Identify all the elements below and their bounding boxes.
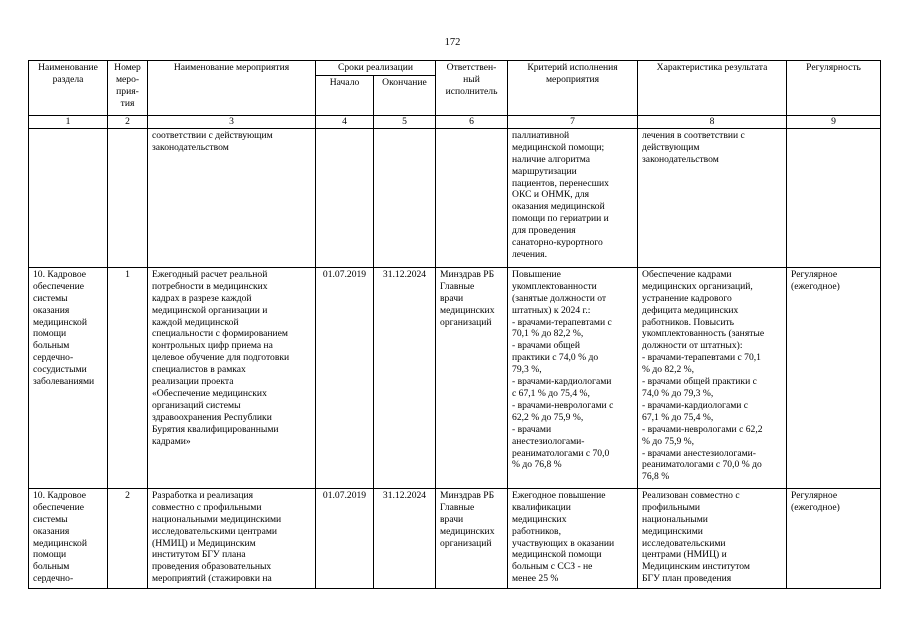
end-date-cell: 31.12.2024 [374, 267, 436, 488]
text-line: специальности с формированием [152, 328, 288, 340]
text-line: работников. Повысить [642, 316, 735, 328]
text-line: целевое обучение для подготовки [152, 352, 290, 364]
activity-cell [148, 128, 316, 267]
text-line: каждой медицинской [152, 316, 239, 328]
text-line: институтом БГУ плана [152, 549, 246, 561]
text-line: Реализован совместно с [642, 489, 740, 501]
regularity-cell [787, 267, 881, 488]
header-number [108, 61, 148, 116]
text-line: мероприятий (стажировки на [152, 573, 272, 585]
text-line: ный [463, 73, 480, 85]
text-line: системы [33, 513, 68, 525]
text-line: 67,1 % до 75,4 %, [642, 411, 714, 423]
text-line: профильными [642, 501, 701, 513]
regularity-cell [787, 128, 881, 267]
text-line: системы [33, 292, 68, 304]
text-line: для проведения [512, 225, 576, 237]
text-line: Регулярное [791, 489, 838, 501]
text-line: анестезиологами- [512, 435, 585, 447]
text-line: организаций системы [152, 399, 241, 411]
text-line: наличие алгоритма [512, 153, 591, 165]
text-line: участвующих в оказании [512, 537, 615, 549]
text-line: медицинской [33, 537, 87, 549]
text-line: мероприятия [545, 73, 600, 85]
text-line: медицинскими [642, 525, 703, 537]
text-line: меро- [115, 73, 140, 85]
column-number: 9 [787, 115, 881, 128]
text-line: кадрах в разрезе каждой [152, 292, 252, 304]
text-line: помощи [33, 328, 67, 340]
column-number: 1 [29, 115, 108, 128]
text-line: Минздрав РБ [440, 489, 495, 501]
text-line: Главные [440, 280, 475, 292]
start-date-cell: 01.07.2019 [316, 488, 374, 588]
text-line: центрами (НМИЦ) и [642, 549, 727, 561]
text-line: врачи [440, 292, 464, 304]
text-line: Характеристика результата [656, 62, 768, 73]
text-line: 10. Кадровое [33, 489, 87, 501]
text-line: сосудистыми [33, 364, 87, 376]
activity-cell [148, 267, 316, 488]
text-line: (ежегодное) [791, 280, 840, 292]
text-line: ОКС и ОНМК, для [512, 189, 590, 201]
text-line: оказания [33, 525, 70, 537]
text-line: 79,3 %, [512, 364, 542, 376]
column-number: 8 [638, 115, 787, 128]
text-line: национальными [642, 513, 708, 525]
text-line: Медицинским институтом [642, 561, 750, 573]
regularity-cell [787, 488, 881, 588]
text-line: Регулярное [791, 268, 838, 280]
text-line: квалификации [512, 501, 571, 513]
text-line: - врачами общей [512, 340, 580, 352]
text-line: устранение кадрового [642, 292, 732, 304]
column-number: 3 [148, 115, 316, 128]
end-date-cell: 31.12.2024 [374, 488, 436, 588]
text-line: здравоохранения Республики [152, 411, 272, 423]
section-cell [29, 267, 108, 488]
executor-cell [436, 488, 508, 588]
text-line: медицинской [33, 316, 87, 328]
text-line: Бурятия квалифицированными [152, 423, 279, 435]
text-line: Минздрав РБ [440, 268, 495, 280]
text-line: соответствии с действующим [152, 129, 273, 141]
text-line: медицинской помощи; [512, 141, 605, 153]
text-line: - врачами [512, 423, 552, 435]
text-line: должности от штатных): [642, 340, 743, 352]
result-cell [638, 267, 787, 488]
text-line: помощи по гериатрии и [512, 213, 609, 225]
text-line: % до 75,9 %, [642, 435, 695, 447]
text-line: Номер [114, 62, 141, 73]
text-line: - врачами-неврологами с 62,2 [642, 423, 763, 435]
header-regularity [787, 61, 881, 116]
text-line: Ответствен- [446, 62, 497, 73]
text-line: национальными медицинскими [152, 513, 282, 525]
text-line: (НМИЦ) и Медицинским [152, 537, 256, 549]
text-line: оказания [33, 304, 70, 316]
text-line: оказания медицинской [512, 201, 605, 213]
text-line: контрольных цифр приема на [152, 340, 273, 352]
text-line: практики с 74,0 % до [512, 352, 599, 364]
text-line: сердечно- [33, 573, 74, 585]
text-line: % до 82,2 %, [642, 364, 695, 376]
text-line: паллиативной [512, 129, 570, 141]
page-number: 172 [444, 37, 461, 48]
text-line: медицинских [512, 513, 567, 525]
text-line: тия [120, 97, 135, 109]
result-cell [638, 488, 787, 588]
text-line: сердечно- [33, 352, 74, 364]
text-line: с 67,1 % до 75,4 %, [512, 387, 590, 399]
text-line: больным с ССЗ - не [512, 561, 593, 573]
text-line: лечения. [512, 248, 547, 260]
start-date-cell: 01.07.2019 [316, 267, 374, 488]
text-line: % до 76,8 % [512, 459, 562, 471]
text-line: - врачами-терапевтами с [512, 316, 612, 328]
header-start: Начало [316, 75, 374, 115]
text-line: медицинских [440, 304, 495, 316]
column-numbers-row [29, 115, 881, 128]
text-line: исследовательскими центрами [152, 525, 278, 537]
text-line: совместно с профильными [152, 501, 262, 513]
text-line: работников, [512, 525, 561, 537]
table-row [29, 488, 881, 588]
text-line: Наименование [38, 62, 98, 73]
text-line: маршрутизации [512, 165, 577, 177]
text-line: исследовательскими [642, 537, 726, 549]
text-line: реаниматологами с 70,0 % до [642, 459, 762, 471]
criterion-cell [508, 488, 638, 588]
text-line: врачи [440, 513, 464, 525]
text-line: 62,2 % до 75,9 %, [512, 411, 584, 423]
text-line: помощи [33, 549, 67, 561]
text-line: Главные [440, 501, 475, 513]
text-line: дефицита медицинских [642, 304, 739, 316]
text-line: организаций [440, 316, 492, 328]
text-line: законодательством [642, 153, 719, 165]
column-number: 5 [374, 115, 436, 128]
text-line: 76,8 % [642, 471, 670, 483]
text-line: действующим [642, 141, 700, 153]
text-line: медицинской помощи [512, 549, 602, 561]
column-number: 4 [316, 115, 374, 128]
end-date-cell [374, 128, 436, 267]
text-line: - врачами анестезиологами- [642, 447, 756, 459]
activity-cell [148, 488, 316, 588]
header-activity [148, 61, 316, 116]
text-line: - врачами-кардиологами с [642, 399, 749, 411]
text-line: медицинских организаций, [642, 280, 753, 292]
text-line: (ежегодное) [791, 501, 840, 513]
text-line: 74,0 % до 79,3 %, [642, 387, 714, 399]
text-line: (занятые должности от [512, 292, 607, 304]
result-cell [638, 128, 787, 267]
text-line: медицинской организации и [152, 304, 268, 316]
text-line: заболеваниями [33, 376, 95, 388]
text-line: укомплектованности [512, 280, 597, 292]
number-cell [108, 128, 148, 267]
text-line: исполнитель [445, 85, 498, 97]
header-row-1 [29, 61, 881, 76]
text-line: Обеспечение кадрами [642, 268, 732, 280]
text-line: реализации проекта [152, 376, 234, 388]
criterion-cell [508, 267, 638, 488]
header-result [638, 61, 787, 116]
executor-cell [436, 128, 508, 267]
text-line: больным [33, 340, 70, 352]
header-section [29, 61, 108, 116]
number-cell: 2 [108, 488, 148, 588]
text-line: организаций [440, 537, 492, 549]
header-end: Окончание [374, 75, 436, 115]
section-cell [29, 488, 108, 588]
text-line: - врачами-кардиологами [512, 376, 612, 388]
text-line: - врачами-терапевтами с 70,1 [642, 352, 761, 364]
text-line: Критерий исполнения [527, 62, 618, 73]
executor-cell [436, 267, 508, 488]
number-cell: 1 [108, 267, 148, 488]
table-row [29, 267, 881, 488]
text-line: пациентов, перенесших [512, 177, 609, 189]
text-line: менее 25 % [512, 573, 559, 585]
start-date-cell [316, 128, 374, 267]
text-line: БГУ план проведения [642, 573, 732, 585]
text-line: Разработка и реализация [152, 489, 254, 501]
text-line: кадрами» [152, 435, 191, 447]
criterion-cell [508, 128, 638, 267]
header-terms: Сроки реализации [316, 61, 436, 76]
text-line: укомплектованность (занятые [642, 328, 765, 340]
text-line: Ежегодное повышение [512, 489, 606, 501]
text-line: проведения образовательных [152, 561, 272, 573]
text-line: потребности в медицинских [152, 280, 268, 292]
text-line: обеспечение [33, 280, 85, 292]
text-line: реаниматологами с 70,0 [512, 447, 610, 459]
text-line: специалистов в рамках [152, 364, 246, 376]
text-line: медицинских [440, 525, 495, 537]
text-line: прия- [116, 85, 139, 97]
text-line: законодательством [152, 141, 229, 153]
text-line: 70,1 % до 82,2 %, [512, 328, 584, 340]
text-line: лечения в соответствии с [642, 129, 745, 141]
text-line: штатных) к 2024 г.: [512, 304, 591, 316]
column-number: 7 [508, 115, 638, 128]
table-row-continued [29, 128, 881, 267]
header-criterion [508, 61, 638, 116]
text-line: «Обеспечение медицинских [152, 387, 267, 399]
column-number: 2 [108, 115, 148, 128]
text-line: - врачами-неврологами с [512, 399, 614, 411]
text-line: раздела [52, 73, 84, 85]
section-cell [29, 128, 108, 267]
header-executor [436, 61, 508, 116]
text-line: обеспечение [33, 501, 85, 513]
column-number: 6 [436, 115, 508, 128]
text-line: больным [33, 561, 70, 573]
text-line: Повышение [512, 268, 561, 280]
text-line: Регулярность [806, 62, 861, 73]
text-line: - врачами общей практики с [642, 376, 757, 388]
text-line: санаторно-курортного [512, 237, 603, 249]
text-line: Ежегодный расчет реальной [152, 268, 268, 280]
text-line: Наименование мероприятия [173, 62, 290, 73]
text-line: 10. Кадровое [33, 268, 87, 280]
measures-table [28, 60, 881, 589]
